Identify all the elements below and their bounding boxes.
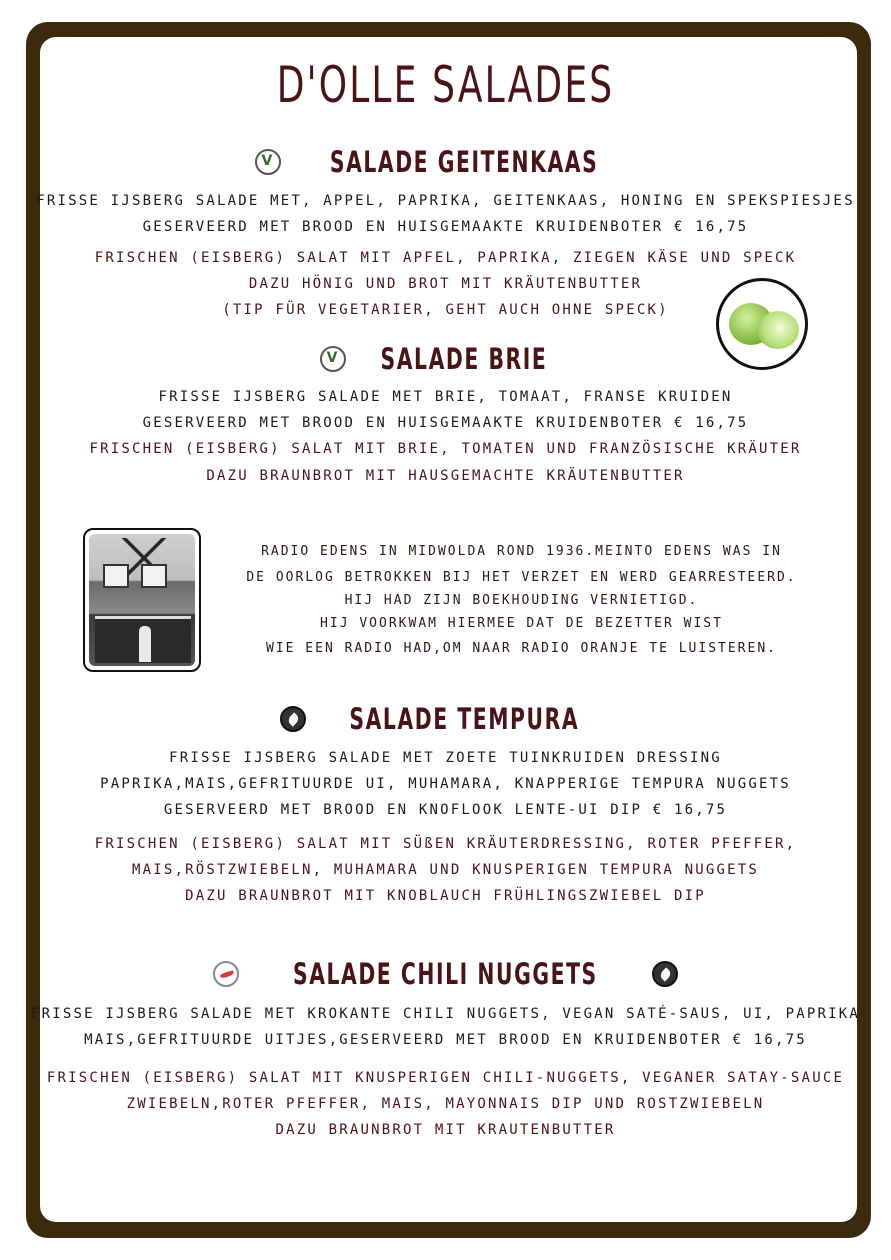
vegan-leaf-icon	[652, 961, 678, 987]
heading-salade-chili-nuggets: SALADE CHILI NUGGETS	[0, 955, 891, 991]
description-nl-line: MAIS,GEFRITUURDE UITJES,GESERVEERD MET BROOD EN KRUIDENBOTER € 16,75	[84, 1032, 807, 1048]
description-de-line: ZWIEBELN,ROTER PFEFFER, MAIS, MAYONNAIS DIP UND ROSTZWIEBELN	[126, 1096, 765, 1112]
description-nl-line: GESERVEERD MET BROOD EN HUISGEMAAKTE KRUIDENBOTER € 16,75	[142, 415, 749, 431]
story-line: RADIO EDENS IN MIDWOLDA ROND 1936.MEINTO EDENS WAS IN	[261, 544, 782, 559]
description-nl-line: GESERVEERD MET BROOD EN KNOFLOOK LENTE-UI DIP € 16,75	[163, 802, 728, 818]
description-de-line: FRISCHEN (EISBERG) SALAT MIT SÜßEN KRÄUTERDRESSING, ROTER PFEFFER,	[94, 836, 797, 852]
description-de-line: DAZU BRAUNBROT MIT KNOBLAUCH FRÜHLINGSZWIEBEL DIP	[185, 888, 706, 904]
description-nl-line: FRISSE IJSBERG SALADE MET BRIE, TOMAAT, FRANSE KRUIDEN	[158, 389, 733, 405]
description-de-line: FRISCHEN (EISBERG) SALAT MIT BRIE, TOMATEN UND FRANZÖSISCHE KRÄUTER	[89, 441, 802, 457]
heading-salade-geitenkaas: V SALADE GEITENKAAS	[0, 143, 891, 179]
vegetarian-icon	[320, 346, 346, 372]
description-nl-line: FRISSE IJSBERG SALADE MET ZOETE TUINKRUIDEN DRESSING	[169, 750, 722, 766]
description-nl-line: FRISSE IJSBERG SALADE MET KROKANTE CHILI NUGGETS, VEGAN SATÉ-SAUS, UI, PAPRIKA	[30, 1006, 861, 1022]
description-de-line: MAIS,RÖSTZWIEBELN, MUHAMARA UND KNUSPERIGEN TEMPURA NUGGETS	[131, 862, 760, 878]
story-line: DE OORLOG BETROKKEN BIJ HET VERZET EN WERD GEARRESTEERD.	[246, 570, 797, 585]
page-title: D'OLLE SALADES	[276, 56, 615, 114]
chili-icon	[213, 961, 239, 987]
description-de-line: DAZU BRAUNBROT MIT HAUSGEMACHTE KRÄUTENBUTTER	[206, 468, 685, 484]
vegetarian-icon	[255, 149, 281, 175]
description-nl-line: FRISSE IJSBERG SALADE MET, APPEL, PAPRIKA, GEITENKAAS, HONING EN SPEKSPIESJES	[36, 193, 855, 209]
vegan-leaf-icon	[280, 706, 306, 732]
story-line: HIJ HAD ZIJN BOEKHOUDING VERNIETIGD.	[344, 593, 699, 608]
description-nl-line: PAPRIKA,MAIS,GEFRITUURDE UI, MUHAMARA, KNAPPERIGE TEMPURA NUGGETS	[100, 776, 791, 792]
heading-salade-brie: V SALADE BRIE	[0, 340, 891, 376]
heading-salade-tempura: SALADE TEMPURA	[0, 700, 891, 736]
description-de-line: FRISCHEN (EISBERG) SALAT MIT APFEL, PAPRIKA, ZIEGEN KÄSE UND SPECK	[94, 250, 797, 266]
description-de-line: DAZU BRAUNBROT MIT KRAUTENBUTTER	[275, 1122, 616, 1138]
description-de-line: FRISCHEN (EISBERG) SALAT MIT KNUSPERIGEN CHILI-NUGGETS, VEGANER SATAY-SAUCE	[46, 1070, 845, 1086]
story-line: WIE EEN RADIO HAD,OM NAAR RADIO ORANJE TE LUISTEREN.	[266, 641, 777, 656]
description-de-line: (TIP FÜR VEGETARIER, GEHT AUCH OHNE SPECK)	[222, 302, 669, 318]
description-nl-line: GESERVEERD MET BROOD EN HUISGEMAAKTE KRUIDENBOTER € 16,75	[142, 219, 749, 235]
description-de-line: DAZU HÖNIG UND BROT MIT KRÄUTENBUTTER	[248, 276, 643, 292]
story-line: HIJ VOORKWAM HIERMEE DAT DE BEZETTER WIST	[320, 616, 723, 631]
